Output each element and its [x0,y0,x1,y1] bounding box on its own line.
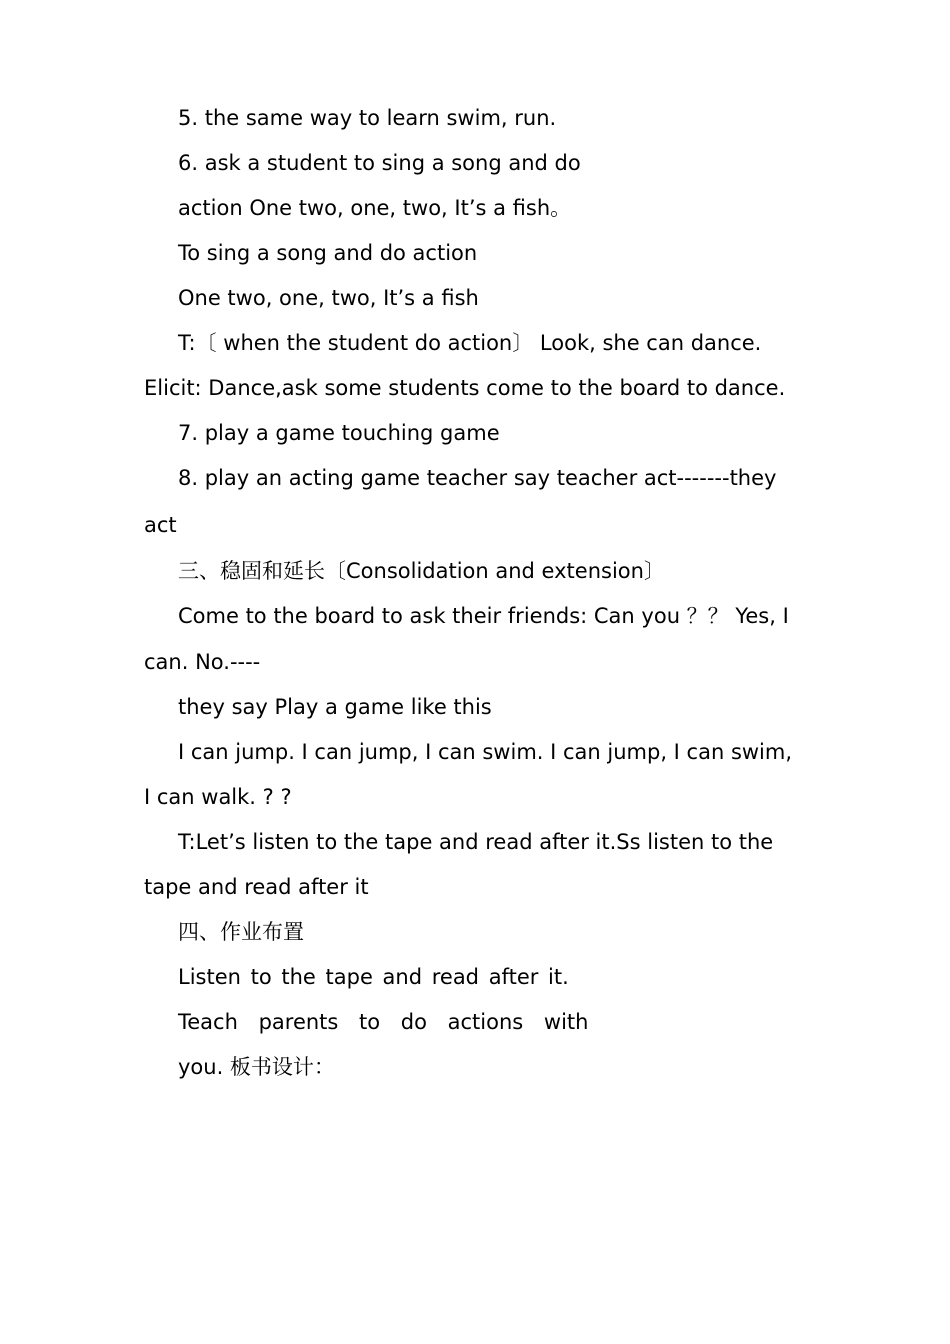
section-heading-consolidation: 三、稳固和延长〔Consolidation and extension〕 [178,559,665,583]
text-line-sing-song: To sing a song and do action [178,241,478,265]
text-line-action-fish: action One two, one, two, It’s a fish。 [178,196,572,220]
text-line-i-can-walk: I can walk. ? ? [144,785,292,809]
text-line-elicit-dance: Elicit: Dance,ask some students come to the board to dance. [144,376,786,400]
text-line-teacher-dance: T:〔 when the student do action〕 Look, she can dance. [178,331,762,355]
text-line-act: act [144,513,177,537]
text-line-can-no: can. No.---- [144,650,261,674]
text-line-step-6: 6. ask a student to sing a song and do [178,151,581,175]
text-line-step-5: 5. the same way to learn swim, run. [178,106,557,130]
text-line-step-8: 8. play an acting game teacher say teacher act-------they [178,466,777,490]
text-line-step-7: 7. play a game touching game [178,421,500,445]
text-line-homework-listen: Listen to the tape and read after it. [178,965,569,989]
text-line-come-to-board: Come to the board to ask their friends: Can you ？？ Yes, I [178,604,789,628]
text-line-listen-tape: T:Let’s listen to the tape and read after it.Ss listen to the [178,830,774,854]
text-line-one-two: One two, one, two, It’s a fish [178,286,479,310]
section-heading-homework: 四、作业布置 [178,920,304,944]
text-line-board-design: you. 板书设计： [178,1055,335,1079]
text-line-play-game: they say Play a game like this [178,695,492,719]
text-line-homework-teach: Teach parents to do actions with [178,1010,589,1034]
text-line-i-can-jump: I can jump. I can jump, I can swim. I can jump, I can swim, [178,740,793,764]
text-line-read-after: tape and read after it [144,875,369,899]
